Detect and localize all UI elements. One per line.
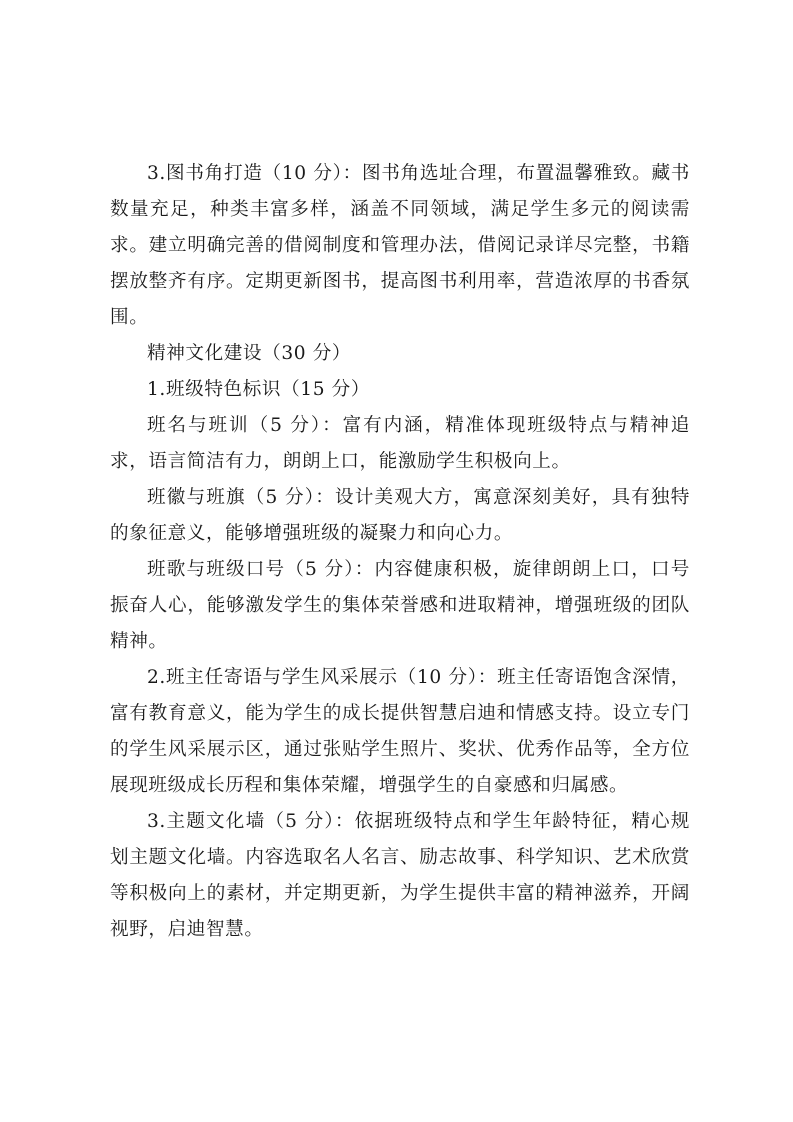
paragraph-teacher-message-showcase: 2.班主任寄语与学生风采展示（10 分）：班主任寄语饱含深情，富有教育意义，能为学生的成长提供智慧启迪和情感支持。设立专门的学生风采展示区，通过张贴学生照片、奖状、优秀作品等，全方位展现班级成长历程和集体荣耀，增强学生的自豪感和归属感。 xyxy=(110,667,690,796)
section-heading-spiritual-culture: 精神文化建设（30 分） xyxy=(147,343,352,364)
document-body xyxy=(110,156,690,948)
paragraph-library-corner: 3.图书角打造（10 分）：图书角选址合理，布置温馨雅致。藏书数量充足，种类丰富多样，涵盖不同领域，满足学生多元的阅读需求。建立明确完善的借阅制度和管理办法，借阅记录详尽完整，书籍摆放整齐有序。定期更新图书，提高图书利用率，营造浓厚的书香氛围。 xyxy=(110,163,690,328)
paragraph-class-emblem-flag: 班徽与班旗（5 分）：设计美观大方，寓意深刻美好，具有独特的象征意义，能够增强班级的凝聚力和向心力。 xyxy=(110,487,690,544)
paragraph-class-song-slogan: 班歌与班级口号（5 分）：内容健康积极，旋律朗朗上口，口号振奋人心，能够激发学生的集体荣誉感和进取精神，增强班级的团队精神。 xyxy=(110,559,690,652)
paragraph-theme-culture-wall: 3.主题文化墙（5 分）：依据班级特点和学生年龄特征，精心规划主题文化墙。内容选取名人名言、励志故事、科学知识、艺术欣赏等积极向上的素材，并定期更新，为学生提供丰富的精神滋养，开阔视野，启迪智慧。 xyxy=(110,811,690,940)
subheading-class-identity: 1.班级特色标识（15 分） xyxy=(147,379,371,400)
paragraph-class-name-motto: 班名与班训（5 分）：富有内涵，精准体现班级特点与精神追求，语言简洁有力，朗朗上口，能激励学生积极向上。 xyxy=(110,415,690,472)
